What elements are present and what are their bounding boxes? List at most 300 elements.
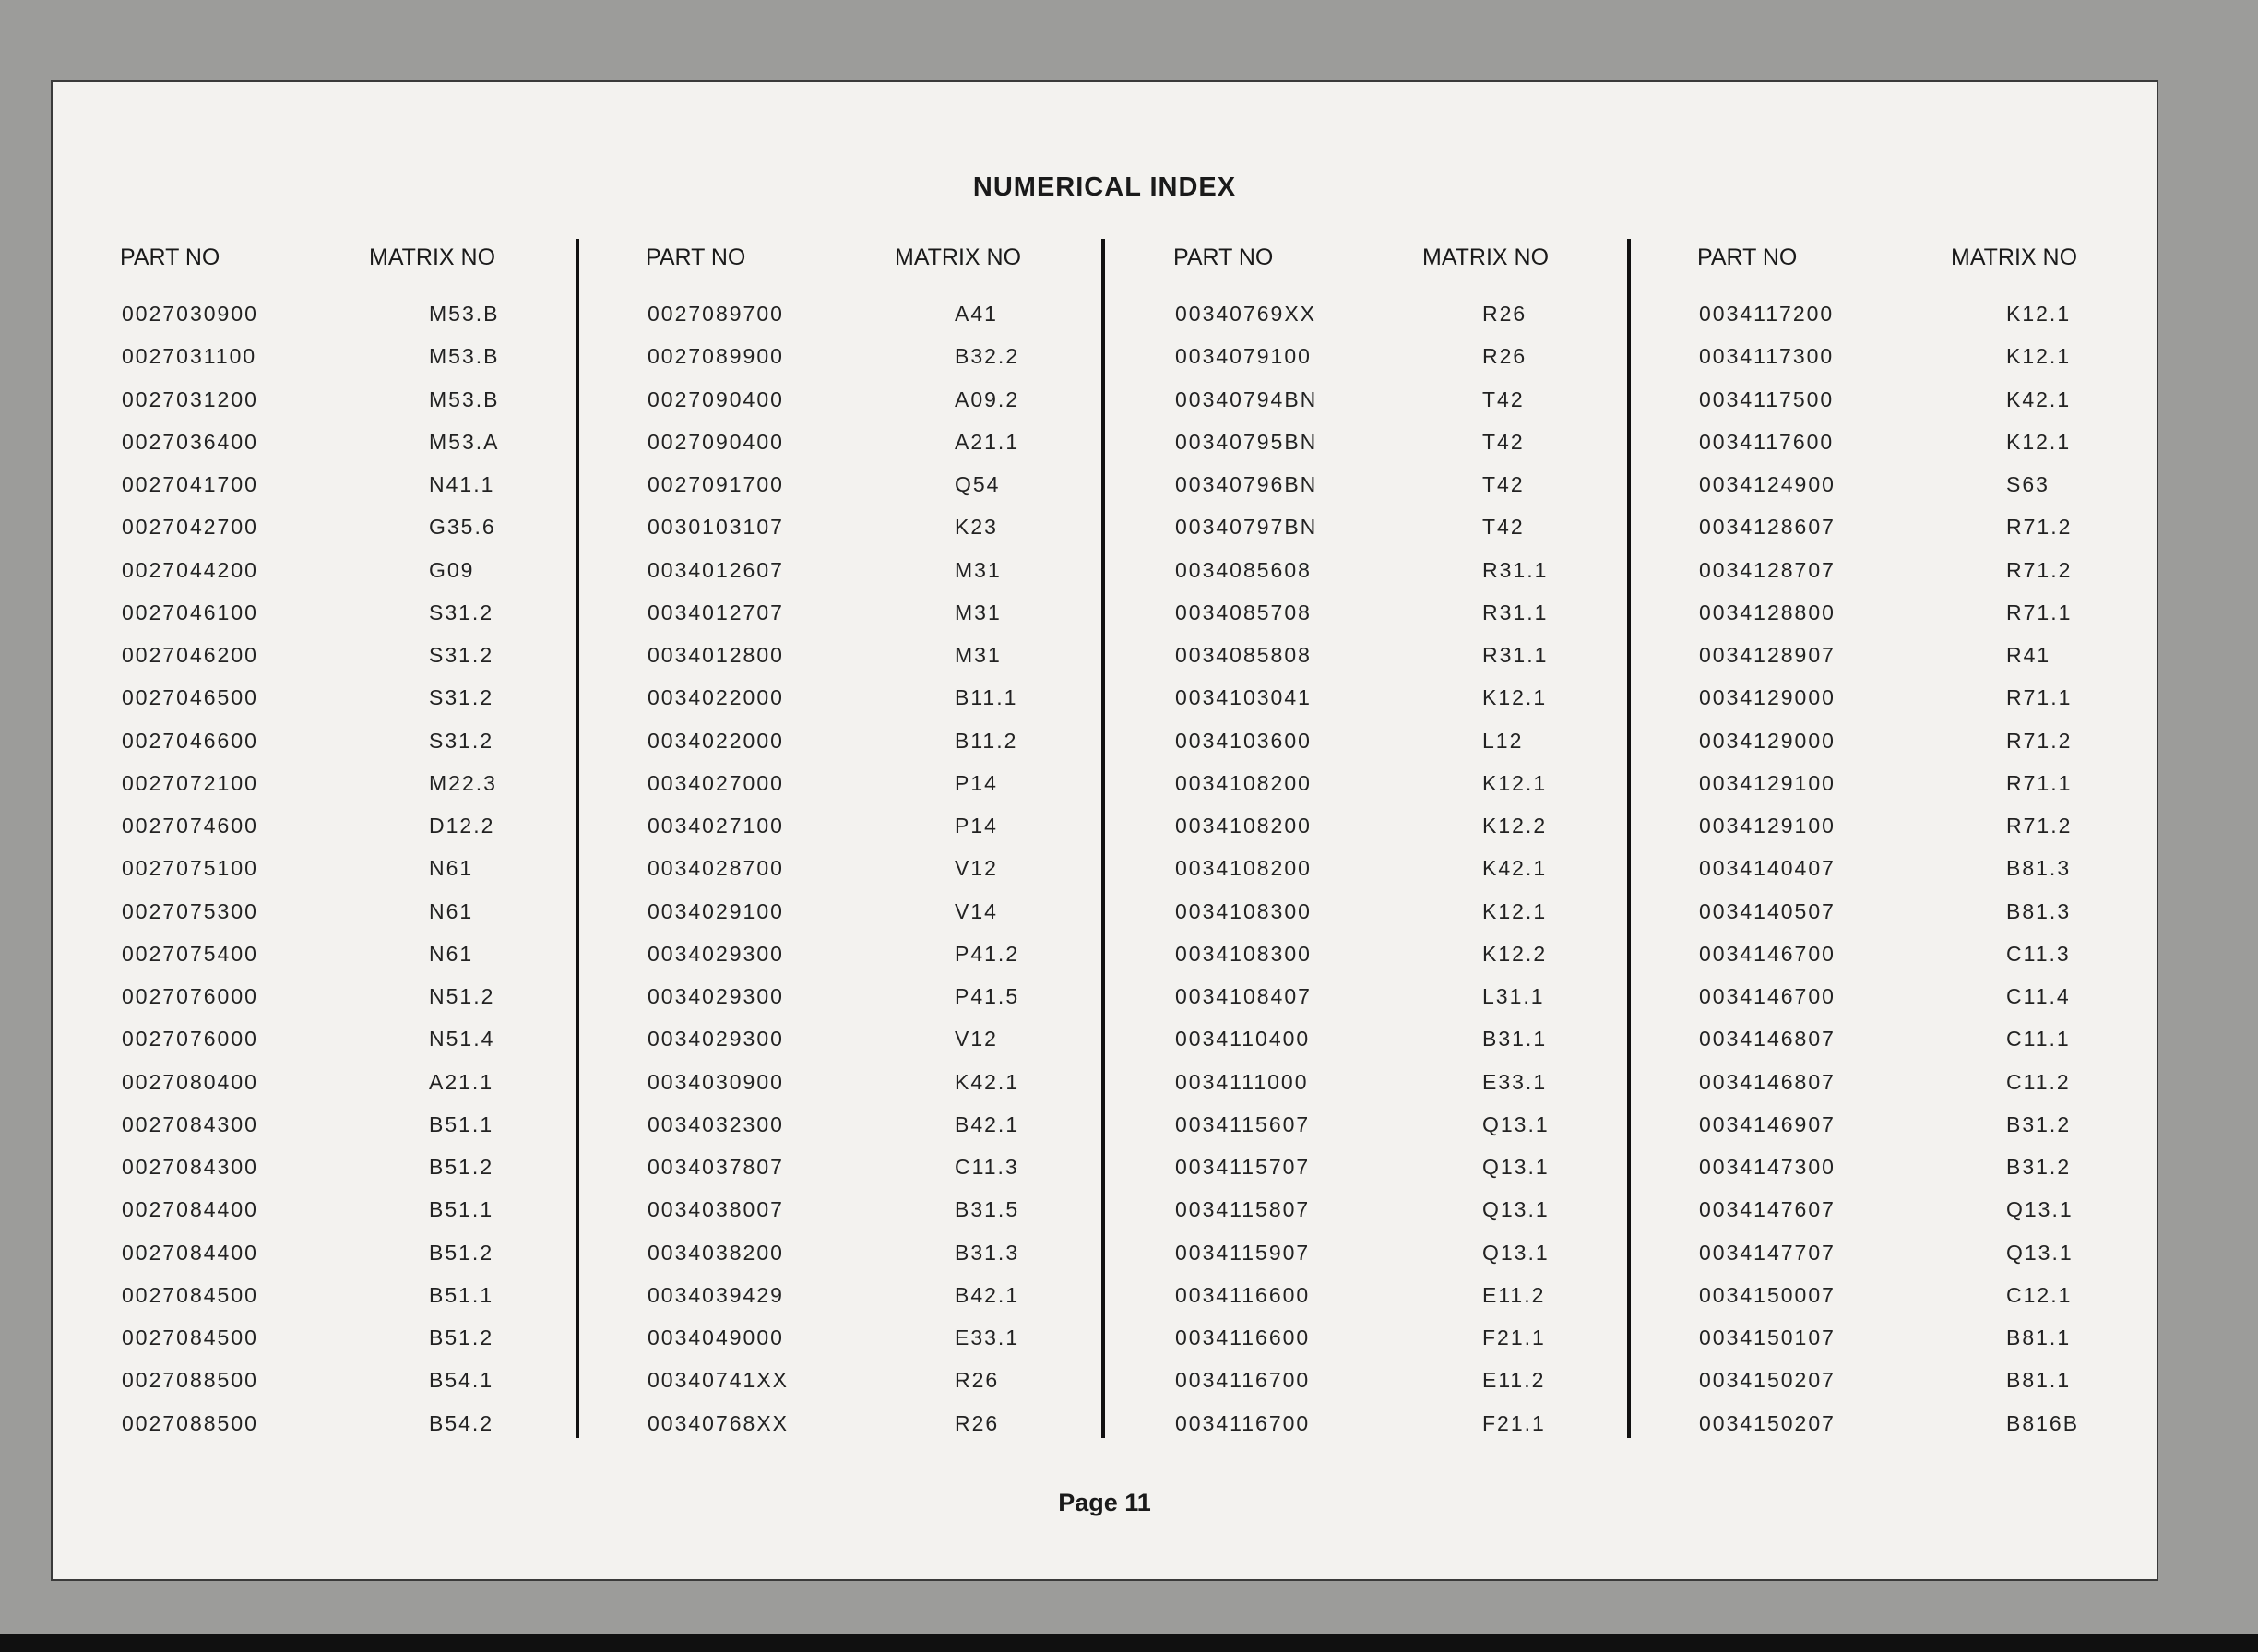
- matrix-number: K12.2: [1482, 814, 1548, 838]
- index-row: [646, 558, 1125, 600]
- index-row: [646, 1411, 1125, 1454]
- index-column: [1173, 237, 1653, 1454]
- part-number: 0030103107: [648, 515, 784, 540]
- index-row: [1173, 472, 1653, 515]
- matrix-number: T42: [1482, 386, 1525, 411]
- part-number: 00340768XX: [648, 1410, 790, 1435]
- matrix-number: B31.1: [1482, 1027, 1548, 1052]
- part-number: 0034150007: [1699, 1282, 1836, 1307]
- index-row: [1173, 1112, 1653, 1155]
- matrix-number: D12.2: [429, 814, 495, 838]
- matrix-number: B42.1: [955, 1282, 1020, 1307]
- part-number: 0034030900: [648, 1069, 784, 1094]
- matrix-number: B81.1: [2006, 1325, 2072, 1349]
- index-row: [120, 558, 600, 600]
- part-number: 0034079100: [1175, 344, 1312, 369]
- index-row: [1697, 344, 2177, 386]
- matrix-number: M31: [955, 557, 1002, 582]
- index-row: [646, 1070, 1125, 1112]
- index-row: [646, 1155, 1125, 1197]
- part-no-header: PART NO: [1173, 244, 1274, 270]
- index-row: [1173, 685, 1653, 728]
- matrix-number: L12: [1482, 728, 1524, 753]
- part-number: 0027084300: [122, 1111, 258, 1136]
- part-number: 0034147300: [1699, 1155, 1836, 1179]
- index-row: [1173, 302, 1653, 344]
- matrix-number: N61: [429, 898, 474, 923]
- matrix-number: T42: [1482, 515, 1525, 540]
- part-number: 0034103600: [1175, 728, 1312, 753]
- part-number: 0027084400: [122, 1240, 258, 1265]
- column-header: [1697, 237, 2177, 302]
- matrix-number: Q13.1: [2006, 1197, 2074, 1222]
- matrix-number: P14: [955, 770, 998, 795]
- matrix-number: B42.1: [955, 1111, 1020, 1136]
- index-row: [120, 1155, 600, 1197]
- part-number: 0034150207: [1699, 1368, 1836, 1393]
- part-number: 0027072100: [122, 770, 258, 795]
- matrix-number: B31.2: [2006, 1111, 2072, 1136]
- part-no-header: PART NO: [1697, 244, 1798, 270]
- part-number: 0034032300: [648, 1111, 784, 1136]
- part-number: 0034140407: [1699, 856, 1836, 881]
- index-row: [1173, 558, 1653, 600]
- index-row: [646, 430, 1125, 472]
- part-number: 0034128907: [1699, 643, 1836, 667]
- matrix-number: S31.2: [429, 685, 494, 710]
- part-number: 0027074600: [122, 814, 258, 838]
- matrix-number: R71.1: [2006, 600, 2073, 624]
- part-number: 0034115607: [1175, 1111, 1311, 1136]
- part-number: 0034116600: [1175, 1325, 1311, 1349]
- index-row: [1697, 600, 2177, 643]
- matrix-number: K12.1: [1482, 770, 1548, 795]
- matrix-number: Q13.1: [1482, 1155, 1550, 1179]
- matrix-no-header: MATRIX NO: [369, 244, 496, 270]
- matrix-number: R71.2: [2006, 728, 2073, 753]
- matrix-number: Q54: [955, 472, 1001, 496]
- matrix-number: R31.1: [1482, 600, 1549, 624]
- part-number: 0027076000: [122, 1027, 258, 1052]
- part-number: 0034029300: [648, 984, 784, 1008]
- matrix-number: M53.A: [429, 429, 500, 454]
- index-row: [646, 1197, 1125, 1240]
- index-row: [1173, 515, 1653, 557]
- matrix-number: K12.1: [1482, 685, 1548, 710]
- part-number: 0027075100: [122, 856, 258, 881]
- part-number: 0034108200: [1175, 770, 1312, 795]
- part-number: 00340797BN: [1175, 515, 1318, 540]
- index-row: [646, 1112, 1125, 1155]
- index-row: [1697, 1197, 2177, 1240]
- index-row: [1173, 856, 1653, 898]
- part-number: 0034150207: [1699, 1410, 1836, 1435]
- matrix-number: G35.6: [429, 515, 496, 540]
- part-number: 0027084300: [122, 1155, 258, 1179]
- matrix-number: R71.1: [2006, 770, 2073, 795]
- matrix-number: B51.1: [429, 1111, 494, 1136]
- index-row: [120, 344, 600, 386]
- part-number: 0034029300: [648, 1027, 784, 1052]
- part-number: 00340769XX: [1175, 302, 1317, 326]
- part-number: 0034108200: [1175, 856, 1312, 881]
- index-row: [646, 600, 1125, 643]
- matrix-number: K42.1: [2006, 386, 2072, 411]
- matrix-number: K42.1: [955, 1069, 1020, 1094]
- index-row: [1173, 771, 1653, 814]
- index-row: [120, 685, 600, 728]
- matrix-number: B54.1: [429, 1368, 494, 1393]
- part-number: 0034129000: [1699, 728, 1836, 753]
- index-row: [120, 942, 600, 984]
- matrix-number: B31.5: [955, 1197, 1020, 1222]
- part-number: 0034028700: [648, 856, 784, 881]
- index-row: [1697, 771, 2177, 814]
- part-number: 0027076000: [122, 984, 258, 1008]
- matrix-number: B816B: [2006, 1410, 2080, 1435]
- index-row: [1697, 643, 2177, 685]
- index-row: [1173, 814, 1653, 856]
- part-number: 0034146700: [1699, 941, 1836, 966]
- part-no-header: PART NO: [646, 244, 746, 270]
- index-row: [120, 302, 600, 344]
- matrix-number: B81.3: [2006, 856, 2072, 881]
- index-row: [120, 1368, 600, 1410]
- index-row: [1697, 430, 2177, 472]
- part-number: 00340796BN: [1175, 472, 1318, 496]
- index-rows: [646, 302, 1125, 1454]
- matrix-number: B51.2: [429, 1325, 494, 1349]
- index-row: [646, 814, 1125, 856]
- matrix-number: M22.3: [429, 770, 497, 795]
- matrix-number: Q13.1: [1482, 1197, 1550, 1222]
- part-number: 0034116600: [1175, 1282, 1311, 1307]
- matrix-number: B31.3: [955, 1240, 1020, 1265]
- matrix-number: Q13.1: [2006, 1240, 2074, 1265]
- part-number: 0034129100: [1699, 814, 1836, 838]
- matrix-no-header: MATRIX NO: [1422, 244, 1550, 270]
- matrix-number: T42: [1482, 472, 1525, 496]
- part-number: 0027090400: [648, 429, 784, 454]
- part-no-header: PART NO: [120, 244, 220, 270]
- part-number: 0034029300: [648, 941, 784, 966]
- part-number: 00340795BN: [1175, 429, 1318, 454]
- index-rows: [1697, 302, 2177, 1454]
- index-rows: [1173, 302, 1653, 1454]
- part-number: 0034012800: [648, 643, 784, 667]
- matrix-number: F21.1: [1482, 1410, 1546, 1435]
- index-row: [646, 387, 1125, 430]
- index-row: [1697, 685, 2177, 728]
- index-row: [1697, 1070, 2177, 1112]
- part-number: 0034140507: [1699, 898, 1836, 923]
- index-row: [1697, 1368, 2177, 1410]
- column-header: [1173, 237, 1653, 302]
- part-number: 0034038200: [648, 1240, 784, 1265]
- part-number: 0034110400: [1175, 1027, 1311, 1052]
- part-number: 0034146807: [1699, 1069, 1836, 1094]
- index-row: [1173, 1070, 1653, 1112]
- matrix-number: M53.B: [429, 302, 500, 326]
- part-number: 00340741XX: [648, 1368, 790, 1393]
- index-row: [646, 942, 1125, 984]
- index-column: [1697, 237, 2177, 1454]
- part-number: 0027089900: [648, 344, 784, 369]
- matrix-number: M31: [955, 643, 1002, 667]
- matrix-number: A21.1: [429, 1069, 494, 1094]
- matrix-number: R31.1: [1482, 643, 1549, 667]
- index-row: [646, 1241, 1125, 1283]
- index-row: [1173, 1283, 1653, 1325]
- part-number: 0034085608: [1175, 557, 1312, 582]
- part-number: 0034039429: [648, 1282, 784, 1307]
- part-number: 0034108200: [1175, 814, 1312, 838]
- matrix-number: C11.4: [2006, 984, 2071, 1008]
- index-row: [1173, 1197, 1653, 1240]
- matrix-number: N41.1: [429, 472, 495, 496]
- part-number: 0034116700: [1175, 1410, 1311, 1435]
- index-column: [646, 237, 1125, 1454]
- index-row: [1173, 600, 1653, 643]
- part-number: 0027088500: [122, 1410, 258, 1435]
- matrix-number: N61: [429, 856, 474, 881]
- matrix-number: R71.2: [2006, 814, 2073, 838]
- matrix-number: R41: [2006, 643, 2051, 667]
- matrix-number: P14: [955, 814, 998, 838]
- part-number: 0027041700: [122, 472, 258, 496]
- index-rows: [120, 302, 600, 1454]
- part-number: 00340794BN: [1175, 386, 1318, 411]
- matrix-no-header: MATRIX NO: [1951, 244, 2078, 270]
- scan-border: [0, 1634, 2258, 1652]
- index-page: [51, 80, 2158, 1581]
- matrix-number: R26: [955, 1368, 1000, 1393]
- index-row: [1173, 1241, 1653, 1283]
- index-row: [120, 771, 600, 814]
- part-number: 0034111000: [1175, 1069, 1309, 1094]
- matrix-number: R71.2: [2006, 515, 2073, 540]
- index-row: [120, 515, 600, 557]
- index-row: [646, 1027, 1125, 1069]
- matrix-number: K12.1: [2006, 344, 2072, 369]
- index-row: [646, 344, 1125, 386]
- matrix-number: A21.1: [955, 429, 1020, 454]
- matrix-number: B81.1: [2006, 1368, 2072, 1393]
- part-number: 0027042700: [122, 515, 258, 540]
- index-row: [120, 1283, 600, 1325]
- part-number: 0034117600: [1699, 429, 1835, 454]
- matrix-number: G09: [429, 557, 475, 582]
- part-number: 0034085708: [1175, 600, 1312, 624]
- matrix-number: R71.1: [2006, 685, 2073, 710]
- matrix-number: K12.1: [2006, 302, 2072, 326]
- matrix-number: S31.2: [429, 600, 494, 624]
- part-number: 0034115907: [1175, 1240, 1311, 1265]
- part-number: 0034049000: [648, 1325, 784, 1349]
- matrix-number: B11.2: [955, 728, 1018, 753]
- part-number: 0034146907: [1699, 1111, 1836, 1136]
- matrix-number: K12.1: [1482, 898, 1548, 923]
- matrix-number: N61: [429, 941, 474, 966]
- matrix-number: R26: [955, 1410, 1000, 1435]
- matrix-number: V12: [955, 856, 998, 881]
- page-number: Page 11: [1058, 1489, 1151, 1516]
- page-title: NUMERICAL INDEX: [972, 172, 1237, 202]
- index-row: [646, 984, 1125, 1027]
- part-number: 0034103041: [1175, 685, 1312, 710]
- part-number: 0034108300: [1175, 898, 1312, 923]
- index-row: [1697, 856, 2177, 898]
- index-row: [1697, 1325, 2177, 1368]
- part-number: 0027046100: [122, 600, 258, 624]
- part-number: 0034038007: [648, 1197, 784, 1222]
- matrix-number: B51.1: [429, 1282, 494, 1307]
- index-row: [1697, 387, 2177, 430]
- matrix-no-header: MATRIX NO: [895, 244, 1022, 270]
- matrix-number: E11.2: [1482, 1282, 1546, 1307]
- part-number: 0034022000: [648, 728, 784, 753]
- index-row: [1697, 729, 2177, 771]
- part-number: 0034128800: [1699, 600, 1836, 624]
- index-row: [1173, 1368, 1653, 1410]
- index-row: [646, 643, 1125, 685]
- index-row: [120, 899, 600, 942]
- index-row: [1173, 1325, 1653, 1368]
- matrix-number: A09.2: [955, 386, 1020, 411]
- matrix-number: P41.2: [955, 941, 1020, 966]
- column-header: [120, 237, 600, 302]
- index-row: [1697, 1155, 2177, 1197]
- index-row: [1697, 1027, 2177, 1069]
- index-row: [1173, 430, 1653, 472]
- index-row: [120, 1325, 600, 1368]
- part-number: 0027075400: [122, 941, 258, 966]
- part-number: 0034117200: [1699, 302, 1835, 326]
- matrix-number: A41: [955, 302, 998, 326]
- matrix-number: B51.1: [429, 1197, 494, 1222]
- part-number: 0034037807: [648, 1155, 784, 1179]
- index-row: [120, 600, 600, 643]
- part-number: 0027031100: [122, 344, 257, 369]
- index-row: [646, 771, 1125, 814]
- matrix-number: Q13.1: [1482, 1111, 1550, 1136]
- part-number: 0027046600: [122, 728, 258, 753]
- index-row: [120, 1070, 600, 1112]
- part-number: 0027044200: [122, 557, 258, 582]
- index-row: [646, 1283, 1125, 1325]
- part-number: 0034116700: [1175, 1368, 1311, 1393]
- index-row: [120, 729, 600, 771]
- index-row: [646, 1325, 1125, 1368]
- index-row: [120, 856, 600, 898]
- part-number: 0034029100: [648, 898, 784, 923]
- matrix-number: C11.3: [2006, 941, 2071, 966]
- part-number: 0034027100: [648, 814, 784, 838]
- matrix-number: C11.3: [955, 1155, 1019, 1179]
- part-number: 0027031200: [122, 386, 258, 411]
- matrix-number: K12.2: [1482, 941, 1548, 966]
- matrix-number: R26: [1482, 344, 1527, 369]
- index-row: [1173, 984, 1653, 1027]
- index-row: [1173, 1155, 1653, 1197]
- index-row: [646, 472, 1125, 515]
- index-column: [120, 237, 600, 1454]
- matrix-number: F21.1: [1482, 1325, 1546, 1349]
- index-row: [120, 387, 600, 430]
- matrix-number: S63: [2006, 472, 2050, 496]
- matrix-number: V14: [955, 898, 998, 923]
- part-number: 0034115707: [1175, 1155, 1311, 1179]
- index-row: [1173, 729, 1653, 771]
- matrix-number: M53.B: [429, 386, 500, 411]
- matrix-number: R31.1: [1482, 557, 1549, 582]
- matrix-number: B51.2: [429, 1240, 494, 1265]
- part-number: 0027089700: [648, 302, 784, 326]
- index-row: [120, 1411, 600, 1454]
- index-row: [646, 685, 1125, 728]
- part-number: 0034108407: [1175, 984, 1312, 1008]
- index-row: [646, 1368, 1125, 1410]
- part-number: 0034128707: [1699, 557, 1836, 582]
- index-row: [1173, 942, 1653, 984]
- index-row: [120, 430, 600, 472]
- part-number: 0034128607: [1699, 515, 1836, 540]
- part-number: 0034124900: [1699, 472, 1836, 496]
- index-row: [1697, 1283, 2177, 1325]
- matrix-number: M53.B: [429, 344, 500, 369]
- index-row: [1173, 1027, 1653, 1069]
- part-number: 0034129000: [1699, 685, 1836, 710]
- index-row: [120, 1112, 600, 1155]
- part-number: 0027030900: [122, 302, 258, 326]
- part-number: 0034012707: [648, 600, 784, 624]
- index-row: [120, 643, 600, 685]
- matrix-number: T42: [1482, 429, 1525, 454]
- matrix-number: S31.2: [429, 643, 494, 667]
- part-number: 0034147607: [1699, 1197, 1836, 1222]
- column-header: [646, 237, 1125, 302]
- matrix-number: S31.2: [429, 728, 494, 753]
- part-number: 0034147707: [1699, 1240, 1836, 1265]
- matrix-number: K23: [955, 515, 998, 540]
- matrix-number: K42.1: [1482, 856, 1548, 881]
- matrix-number: N51.4: [429, 1027, 495, 1052]
- index-row: [646, 856, 1125, 898]
- index-row: [1697, 1241, 2177, 1283]
- index-row: [646, 302, 1125, 344]
- index-row: [1173, 899, 1653, 942]
- index-row: [1697, 899, 2177, 942]
- matrix-number: V12: [955, 1027, 998, 1052]
- index-row: [1697, 558, 2177, 600]
- index-row: [1697, 814, 2177, 856]
- part-number: 0027080400: [122, 1069, 258, 1094]
- index-row: [120, 1197, 600, 1240]
- part-number: 0034146700: [1699, 984, 1836, 1008]
- index-row: [1697, 472, 2177, 515]
- matrix-number: K12.1: [2006, 429, 2072, 454]
- part-number: 0034150107: [1699, 1325, 1836, 1349]
- part-number: 0027036400: [122, 429, 258, 454]
- part-number: 0034108300: [1175, 941, 1312, 966]
- part-number: 0027090400: [648, 386, 784, 411]
- index-row: [1173, 643, 1653, 685]
- part-number: 0027084500: [122, 1325, 258, 1349]
- index-row: [1697, 515, 2177, 557]
- index-row: [120, 1241, 600, 1283]
- index-row: [1697, 1411, 2177, 1454]
- index-row: [646, 515, 1125, 557]
